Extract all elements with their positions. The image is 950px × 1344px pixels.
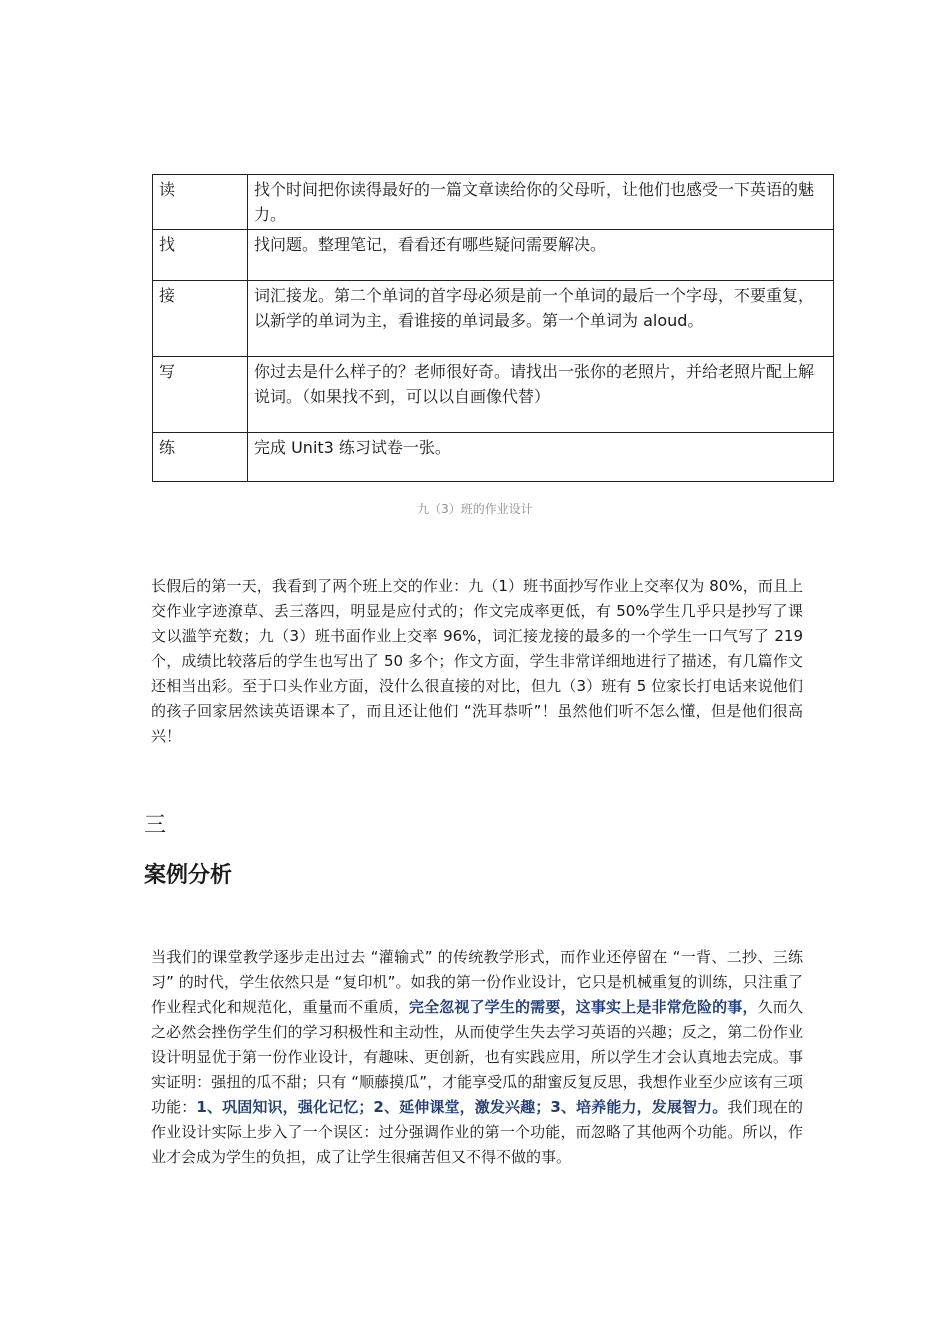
section-title: 案例分析 (144, 863, 233, 888)
paragraph-analysis (151, 945, 803, 1170)
table-row (153, 433, 834, 482)
homework-design-table (152, 174, 834, 482)
table-row (153, 281, 834, 357)
analysis-emphasis: 完全忽视了学生的需要，这事实上是非常危险的事， (408, 998, 758, 1016)
task-type-cell: 接 (153, 281, 248, 357)
analysis-text: 当我们的课堂教学逐步走出过去 “灌输式” 的传统教学形式，而作业还停留在 “一背、二抄、三练习” 的时代，学生依然只是 “复印机”。如我的第一份作业设计，它只是机械重复的训练，只注重了作业程式化和规范化，重量而不重质， (151, 948, 803, 1016)
analysis-emphasis: 1、巩固知识，强化记忆；2、延伸课堂，激发兴趣；3、培养能力，发展智力。 (196, 1098, 728, 1116)
table-row (153, 230, 834, 281)
task-type-cell: 练 (153, 433, 248, 482)
paragraph-comparison: 长假后的第一天，我看到了两个班上交的作业：九（1）班书面抄写作业上交率仅为 80%，而且上交作业字迹潦草、丢三落四，明显是应付式的；作文完成率更低，有 50%学生几乎只是抄写了课文以滥竽充数；九（3）班书面作业上交率 96%，词汇接龙接的最多的一个学生一口气写了 219 个，成绩比较落后的学生也写出了 50 多个；作文方面，学生非常详细地进行了描述，有几篇作文还相当出彩。至于口头作业方面，没什么很直接的对比，但九（3）班有 5 位家长打电话来说他们的孩子回家居然读英语课本了，而且还让他们 “洗耳恭听”！虽然他们听不怎么懂，但是他们很高兴！ (151, 577, 803, 745)
table-caption: 九（3）班的作业设计 (417, 502, 533, 516)
section-number: 三 (144, 813, 167, 838)
task-description-cell: 找问题。整理笔记，看看还有哪些疑问需要解决。 (248, 230, 834, 281)
analysis-text: 久而久之必然会挫伤学生们的学习积极性和主动性，从而使学生失去学习英语的兴趣；反之，第二份作业设计明显优于第一份作业设计，有趣味、更创新，也有实践应用，所以学生才会认真地去完成。事实证明：强扭的瓜不甜；只有 “顺藤摸瓜”，才能享受瓜的甜蜜反复反思，我想作业至少应该有三项功能： (151, 998, 803, 1116)
table-row (153, 357, 834, 433)
task-description-cell: 找个时间把你读得最好的一篇文章读给你的父母听，让他们也感受一下英语的魅力。 (248, 175, 834, 230)
task-type-cell: 找 (153, 230, 248, 281)
task-type-cell: 读 (153, 175, 248, 230)
task-type-cell: 写 (153, 357, 248, 433)
analysis-text: 我们现在的作业设计实际上步入了一个误区：过分强调作业的第一个功能，而忽略了其他两个功能。所以，作业才会成为学生的负担，成了让学生很痛苦但又不得不做的事。 (151, 1098, 803, 1166)
task-description-cell: 你过去是什么样子的？老师很好奇。请找出一张你的老照片，并给老照片配上解说词。（如果找不到，可以以自画像代替） (248, 357, 834, 433)
task-description-cell: 完成 Unit3 练习试卷一张。 (248, 433, 834, 482)
table-row (153, 175, 834, 230)
task-description-cell: 词汇接龙。第二个单词的首字母必须是前一个单词的最后一个字母，不要重复，以新学的单词为主，看谁接的单词最多。第一个单词为 aloud。 (248, 281, 834, 357)
